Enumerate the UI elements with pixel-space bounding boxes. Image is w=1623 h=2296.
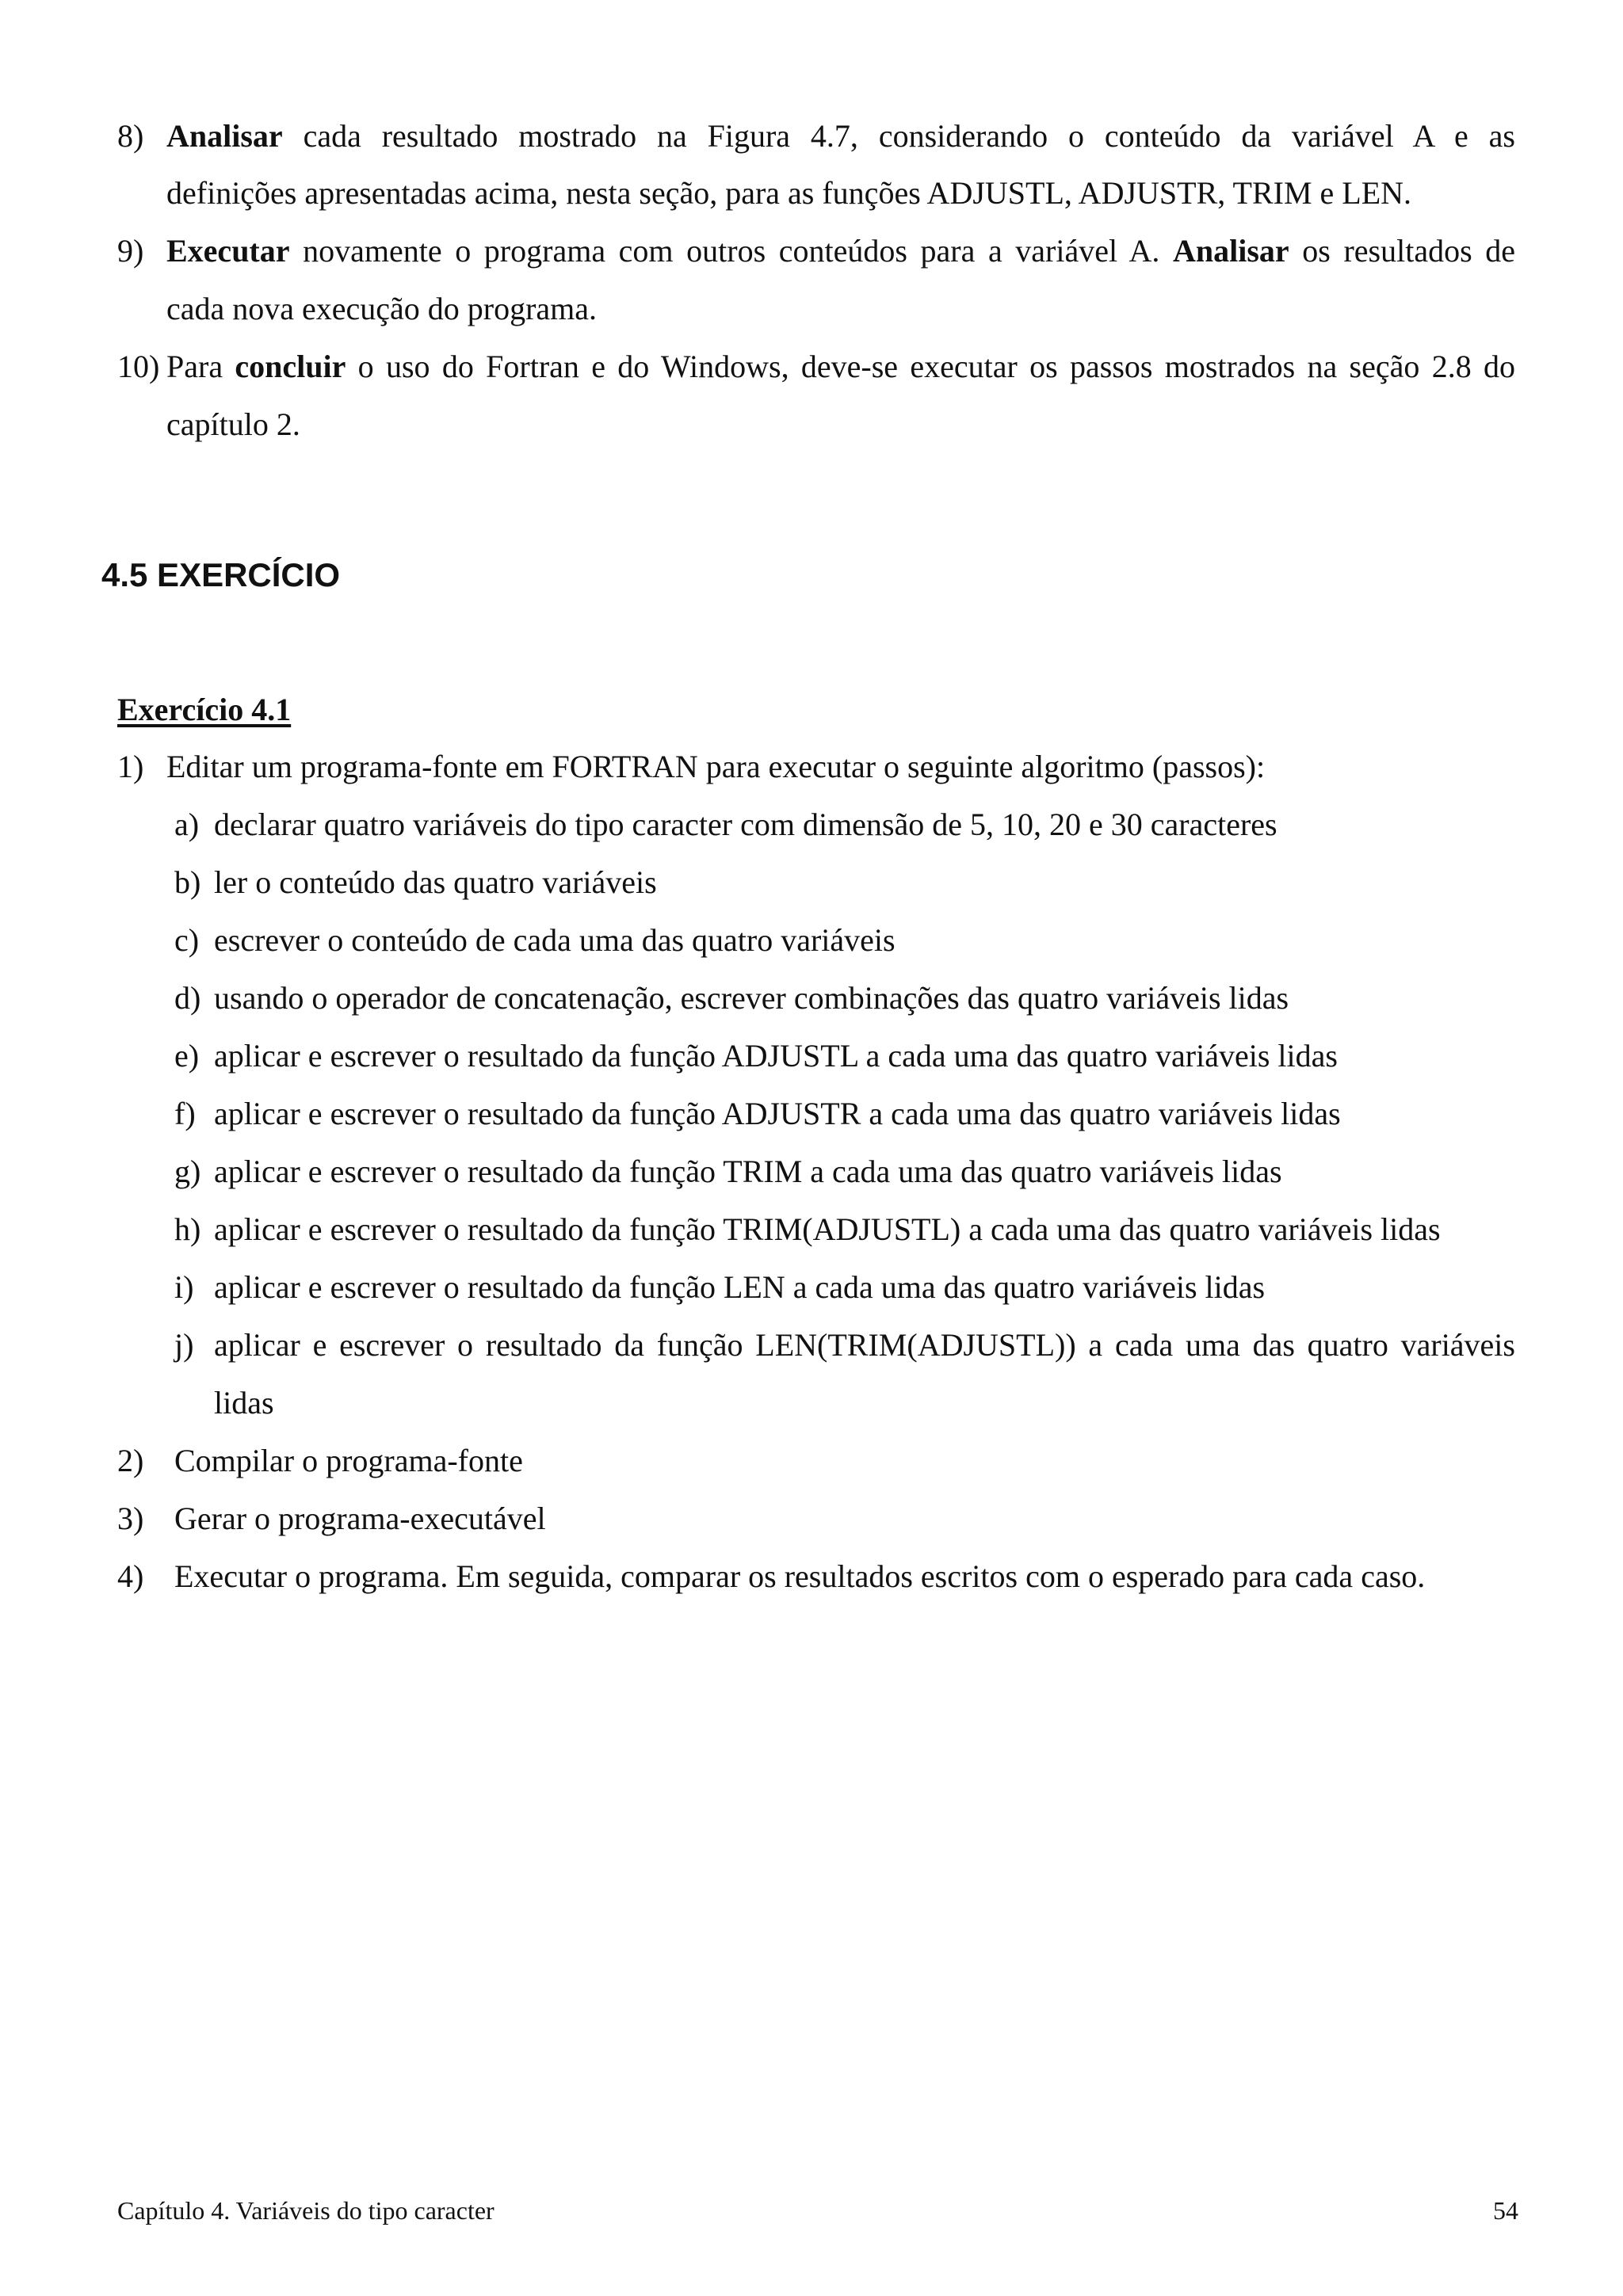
- substep-i-text: aplicar e escrever o resultado da função LEN a cada uma das quatro variáveis lidas: [214, 1269, 1266, 1305]
- substep-h-letter: h): [174, 1211, 201, 1247]
- substep-b-text: ler o conteúdo das quatro variáveis: [214, 864, 657, 900]
- step-4-text: Executar o programa. Em seguida, comparar os resultados escritos com o esperado para cada caso.: [174, 1558, 1426, 1594]
- item-10-text: o uso do Fortran e do Windows, deve-se executar os passos mostrados na seção 2.8 do: [346, 349, 1516, 384]
- substep-f-text: aplicar e escrever o resultado da função ADJUSTR a cada uma das quatro variáveis lidas: [214, 1096, 1341, 1131]
- step-1-text: Editar um programa-fonte em FORTRAN para executar o seguinte algoritmo (passos):: [166, 749, 1266, 784]
- substep-j-letter: j): [174, 1327, 194, 1363]
- substep-g-text: aplicar e escrever o resultado da função TRIM a cada uma das quatro variáveis lidas: [214, 1154, 1282, 1189]
- item-10-line2: capítulo 2.: [166, 406, 300, 442]
- substep-f-letter: f): [174, 1096, 196, 1131]
- exercise-title: Exercício 4.1: [117, 692, 292, 727]
- substep-j-text-cont: lidas: [214, 1385, 274, 1421]
- step-3-number: 3): [117, 1501, 144, 1536]
- substep-h-text: aplicar e escrever o resultado da função TRIM(ADJUSTL) a cada uma das quatro variáveis lidas: [214, 1211, 1441, 1247]
- footer-page-number: 54: [1493, 2196, 1518, 2225]
- item-9-bold: Executar: [166, 233, 290, 269]
- substep-g-letter: g): [174, 1154, 201, 1189]
- item-10-pre: Para: [166, 349, 235, 384]
- item-9-line2: cada nova execução do programa.: [166, 291, 598, 326]
- item-9-line1: [166, 232, 1515, 270]
- item-9-number: 9): [117, 233, 144, 269]
- substep-a-letter: a): [174, 807, 200, 842]
- step-2-number: 2): [117, 1443, 144, 1478]
- item-8-line2: definições apresentadas acima, nesta seção, para as funções ADJUSTL, ADJUSTR, TRIM e LEN.: [166, 175, 1412, 211]
- substep-d-letter: d): [174, 980, 201, 1016]
- substep-a-text: declarar quatro variáveis do tipo caracter com dimensão de 5, 10, 20 e 30 caracteres: [214, 807, 1277, 842]
- step-3-text: Gerar o programa-executável: [174, 1501, 546, 1536]
- item-8-line1: [166, 117, 1515, 155]
- item-9-bold2: Analisar: [1173, 233, 1289, 269]
- item-10-line1: [166, 348, 1515, 386]
- item-8-bold: Analisar: [166, 118, 283, 154]
- item-8-text: cada resultado mostrado na Figura 4.7, considerando o conteúdo da variável A e as: [282, 118, 1515, 154]
- substep-c-text: escrever o conteúdo de cada uma das quatro variáveis: [214, 922, 896, 958]
- substep-j-text: aplicar e escrever o resultado da função LEN(TRIM(ADJUSTL)) a cada uma das quatro variáveis: [214, 1327, 1515, 1363]
- substep-c-letter: c): [174, 922, 200, 958]
- footer-chapter: Capítulo 4. Variáveis do tipo caracter: [117, 2196, 495, 2225]
- substep-d-text: usando o operador de concatenação, escrever combinações das quatro variáveis lidas: [214, 980, 1289, 1016]
- substep-e-letter: e): [174, 1038, 200, 1074]
- item-9-text2: os resultados de: [1289, 233, 1515, 269]
- substep-e-text: aplicar e escrever o resultado da função ADJUSTL a cada uma das quatro variáveis lidas: [214, 1038, 1338, 1074]
- substep-i-letter: i): [174, 1269, 194, 1305]
- item-9-text: novamente o programa com outros conteúdos para a variável A.: [289, 233, 1173, 269]
- item-10-bold: concluir: [235, 349, 346, 384]
- item-10-number: 10): [117, 349, 160, 384]
- step-2-text: Compilar o programa-fonte: [174, 1443, 523, 1478]
- item-8-number: 8): [117, 118, 144, 154]
- step-1-number: 1): [117, 749, 144, 784]
- step-4-number: 4): [117, 1558, 144, 1594]
- section-heading: 4.5 EXERCÍCIO: [101, 556, 341, 593]
- substep-b-letter: b): [174, 864, 201, 900]
